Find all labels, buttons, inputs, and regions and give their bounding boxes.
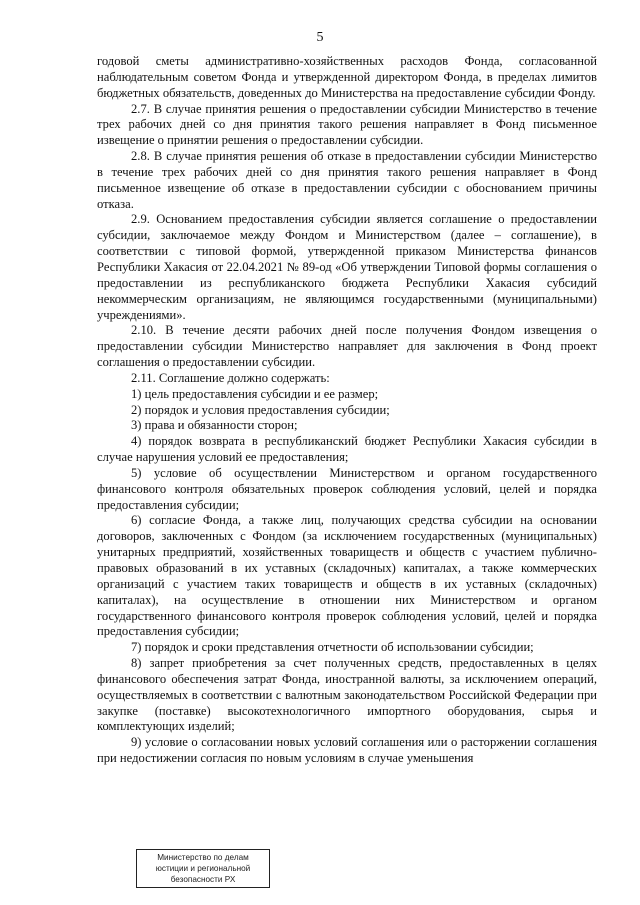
paragraph: 2.10. В течение десяти рабочих дней после получения Фондом извещения о предоставлении субсидии Министерство направляет для заключения в Фонд проект соглашения о предоставлении субсидии. (97, 323, 597, 370)
paragraph: 1) цель предоставления субсидии и ее размер; (131, 386, 379, 401)
paragraph: годовой сметы административно-хозяйственных расходов Фонда, согласованной наблюдательным советом Фонда и утвержденной директором Фонда, в пределах лимитов бюджетных обязательств, доведенных до Министерства на предоставление субсидии Фонду. (97, 54, 597, 100)
page-number: 5 (316, 30, 324, 45)
stamp-line: юстиции и региональной (155, 864, 251, 873)
paragraph: 7) порядок и сроки представления отчетности об использовании субсидии; (131, 640, 534, 655)
paragraph: 9) условие о согласовании новых условий соглашения или о расторжении соглашения при недостижении согласия по новым условиям в случае уменьшения (97, 735, 597, 766)
document-body (97, 54, 597, 767)
paragraph: 8) запрет приобретения за счет полученных средств, предоставленных в целях финансового обеспечения затрат Фонда, иностранной валюты, за исключением операций, осуществляемых в соответствии с валютным законодательством Российской Федерации при закупке (поставке) высокотехнологичного импортного оборудования, сырья и комплектующих изделий; (97, 656, 597, 734)
paragraph: 3) права и обязанности сторон; (131, 418, 298, 433)
paragraph: 2) порядок и условия предоставления субсидии; (131, 402, 390, 417)
paragraph: 5) условие об осуществлении Министерством и органом государственного финансового контроля обязательных проверок соблюдения условий, целей и порядка предоставления субсидии; (97, 465, 597, 512)
ministry-stamp (136, 849, 270, 888)
stamp-line: Министерство по делам (157, 853, 249, 862)
paragraph: 2.11. Соглашение должно содержать: (131, 370, 330, 385)
paragraph: 2.9. Основанием предоставления субсидии является соглашение о предоставлении субсидии, заключаемое между Фондом и Министерством (далее – соглашение), в соответствии с типовой формой, утвержденной приказом Министерства финансов Республики Хакасия от 22.04.2021 № 89-од «Об утверждении Типовой формы соглашения о предоставлении из республиканского бюджета Республики Хакасия субсидий некоммерческим организациям, не являющимся государственными (муниципальными) учреждениями». (97, 212, 597, 322)
paragraph: 2.8. В случае принятия решения об отказе в предоставлении субсидии Министерство в течение трех рабочих дней со дня принятия такого решения направляет в Фонд письменное извещение об отказе в предоставлении субсидии с обоснованием причины отказа. (97, 149, 597, 211)
paragraph: 2.7. В случае принятия решения о предоставлении субсидии Министерство в течение трех рабочих дней со дня принятия такого решения направляет в Фонд письменное извещение о принятии решения о предоставлении субсидии. (97, 101, 597, 148)
stamp-line: безопасности РХ (170, 875, 236, 884)
paragraph: 4) порядок возврата в республиканский бюджет Республики Хакасия субсидии в случае нарушения условий ее предоставления; (97, 434, 597, 465)
paragraph: 6) согласие Фонда, а также лиц, получающих средства субсидии на основании договоров, заключенных с Фондом (за исключением государственных (муниципальных) унитарных предприятий, хозяйственных товариществ и обществ с участием публично-правовых образований в их уставных (складочных) капиталах, а также коммерческих организаций с участием таких товариществ и обществ в их уставных (складочных) капиталах), на осуществление в отношении них Министерством и органом государственного финансового контроля проверок соблюдения условий, целей и порядка предоставления субсидии; (97, 513, 597, 639)
